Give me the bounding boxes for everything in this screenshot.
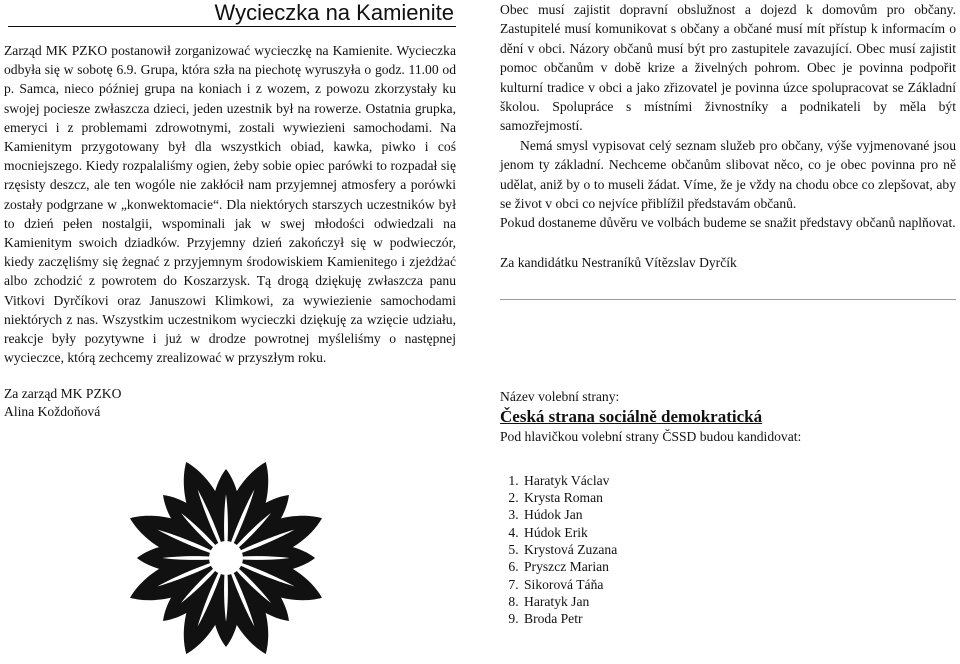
divider — [500, 299, 956, 300]
right-column — [500, 0, 956, 628]
candidate-tagline: Za kandidátku Nestraníků Vítězslav Dyrčík — [500, 254, 737, 270]
party-name: Česká strana sociálně demokratická — [500, 406, 763, 426]
candidate-item: 7. Sikorová Táňa — [522, 576, 956, 593]
candidate-item: 8. Haratyk Jan — [522, 593, 956, 610]
candidate-item: 9. Broda Petr — [522, 610, 956, 627]
program-paragraph-3: Pokud dostaneme důvěru ve volbách budeme se snažit představy občanů naplňovat. — [500, 215, 956, 231]
candidate-item: 3. Húdok Jan — [522, 506, 956, 523]
program-paragraph-1: Obec musí zajistit dopravní obslužnost a dojezd k domovům pro občany. Zastupitelé musí komunikovat s občany a občané musí mít přístup k informacím o dění v obci. Názory občanů musí být pro zastupitele zavazující. Obec musí zajistit pomoc občanům v době krize a živelných pohrom. Obec je povinna podpořit kulturní tradice v obci a jako zřizovatel je povinna úzce spolupracovat se Základní školou. Spolupráce s místními živnostníky a podnikateli by měla být samozřejmostí. — [500, 2, 956, 134]
party-subtitle: Pod hlavičkou volební strany ČSSD budou kandidovat: — [500, 428, 802, 444]
program-paragraph-2: Nemá smysl vypisovat celý seznam služeb pro občany, výše vyjmenované jsou jenom ty základní. Nechceme občanům slibovat něco, co je obec povinna pro ně udělat, aniž by o to museli žádat. Víme, že je vždy na chodu obce co zlepšovat, aby se život v obci co nejvíce přiblížil představám občanů. — [500, 137, 956, 212]
candidate-item: 4. Húdok Erik — [522, 524, 956, 541]
left-column — [4, 0, 456, 421]
article-title: Wycieczka na Kamienite — [214, 0, 454, 25]
signature-line-1: Za zarząd MK PZKO — [4, 386, 122, 402]
signature-line-2: Alina Koždoňová — [4, 404, 101, 420]
candidate-item: 1. Haratyk Václav — [522, 472, 956, 489]
candidate-item: 6. Pryszcz Marian — [522, 558, 956, 575]
signature — [4, 385, 456, 421]
star-flower-ornament-icon — [120, 452, 332, 664]
article-body: Zarząd MK PZKO postanowił zorganizować wycieczkę na Kamienite. Wycieczka odbyła się w sobotę 6.9. Grupa, która szła na piechotę wyruszyła o godz. 11.00 od p. Samca, nieco później grupa na koniach i z wozem, z powozu zkorzystały ku swojej pociesze zwłaszcza dzieci, jeden uzestnik był na rowerze. Ostatnia grupka, emeryci i z problemami zdrowotnymi, zostali wywiezieni samochodami. Na Kamienitym przygotowany był dla wszystkich obiad, kawka, piwko i coś mocniejszego. Kiedy rozpalaliśmy ogien, żeby sobie opiec parówki to rozpadał się rzęsisty deszcz, ale ten wogóle nie zakłócił nam przyjemnej atmosfery a porówki zostały podgrzane w „konwektomacie“. Dla niektórych starszych uczestników był to dzień pełen nostalgii, wspominali jak w swej młodości odwiedzali na Kamienitym swoich dziadków. Przyjemny dzień zakończył się w podwieczór, kiedy zaczęliśmy się żegnać z przyjemnym środowiskiem Kamienitego i zjeżdżać albo zchodzić z powrotem do Koszarzysk. Tą drogą dziękuję zwłaszcza panu Vitkovi Dyrčíkovi oraz Januszowi Klimkowi, za wywiezienie samochodami niektórych z nas. Wszystkim uczestnikom wycieczki dziękuję za wzięcie udziału, reakcje były pozytywne i już w drodze powrotnej myśleliśmy o następnej wycieczce, którą zechcemy zrealizować w przyszłym roku. — [4, 43, 456, 366]
candidate-list — [500, 472, 956, 628]
program-text — [500, 0, 956, 233]
candidate-item: 5. Krystová Zuzana — [522, 541, 956, 558]
candidate-item: 2. Krysta Roman — [522, 489, 956, 506]
party-label: Název volební strany: — [500, 388, 620, 404]
title-bar — [8, 0, 456, 27]
